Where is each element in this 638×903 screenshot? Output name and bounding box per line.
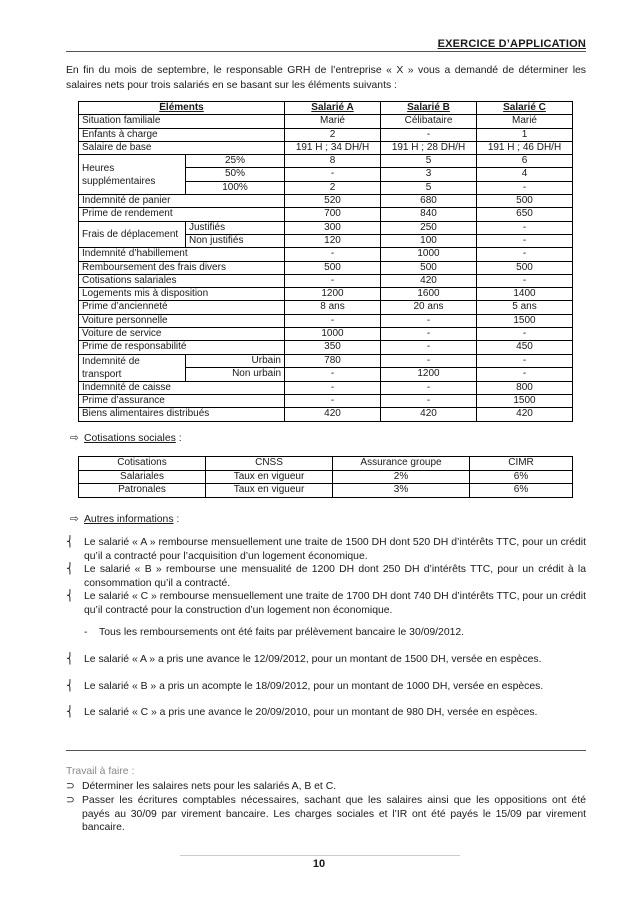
cell: Patronales bbox=[79, 484, 206, 498]
row-label: Logements mis à disposition bbox=[79, 288, 285, 301]
table-row bbox=[79, 314, 573, 327]
table-row bbox=[79, 394, 573, 407]
cell-c: - bbox=[477, 328, 573, 341]
cell-b: 680 bbox=[381, 195, 477, 208]
section-divider bbox=[66, 750, 586, 751]
cell: 6% bbox=[470, 484, 573, 498]
table-row bbox=[79, 141, 573, 154]
table-row bbox=[79, 115, 573, 128]
row-label: Enfants à charge bbox=[79, 128, 285, 141]
arrow-bullet-icon: ⊃ bbox=[66, 781, 75, 792]
bracket-bullet-icon: ⎨ bbox=[66, 537, 74, 548]
cell-b: Célibataire bbox=[381, 115, 477, 128]
autres-title: Autres informations bbox=[84, 514, 174, 525]
avance-text: Le salarié « A » a pris une avance le 12/09/2012, pour un montant de 1500 DH, versée en espèces. bbox=[84, 654, 542, 665]
cell-b: 100 bbox=[381, 234, 477, 247]
header-salarie-c: Salarié C bbox=[477, 102, 573, 115]
header-cell: Assurance groupe bbox=[333, 457, 470, 471]
header-divider bbox=[66, 51, 586, 52]
cell-a: 350 bbox=[285, 341, 381, 354]
cell-c: 1400 bbox=[477, 288, 573, 301]
cell-a: 780 bbox=[285, 354, 381, 368]
credit-text: Le salarié « C » rembourse mensuellement une traite de 1700 DH dont 740 DH d’intérêts TTC, pour un crédit qu’il contracté pour la construction d’un logement non économique. bbox=[84, 591, 586, 616]
table-row bbox=[79, 208, 573, 221]
elements-table bbox=[78, 101, 573, 422]
cotisations-section-label bbox=[70, 432, 182, 444]
cell-c: Marié bbox=[477, 115, 573, 128]
dash-bullet: - bbox=[84, 627, 100, 638]
table-row bbox=[79, 470, 573, 484]
cell-b: 20 ans bbox=[381, 301, 477, 314]
table-row bbox=[79, 341, 573, 354]
autres-title-suffix: : bbox=[173, 514, 180, 525]
cell-c: - bbox=[477, 234, 573, 247]
cell: Taux en vigueur bbox=[206, 470, 333, 484]
cotisations-title-suffix: : bbox=[175, 433, 182, 444]
cell-b: 5 bbox=[381, 155, 477, 168]
row-label: Biens alimentaires distribués bbox=[79, 408, 285, 421]
cell-c: 5 ans bbox=[477, 301, 573, 314]
cell-b: 420 bbox=[381, 274, 477, 287]
row-label: Voiture personnelle bbox=[79, 314, 285, 327]
cell: 6% bbox=[470, 470, 573, 484]
cell-b: 5 bbox=[381, 181, 477, 194]
cell: Taux en vigueur bbox=[206, 484, 333, 498]
task-item bbox=[66, 780, 586, 794]
cell-c: - bbox=[477, 181, 573, 194]
cell-a: 120 bbox=[285, 234, 381, 247]
avance-text: Le salarié « C » a pris une avance le 20/09/2010, pour un montant de 980 DH, versée en espèces. bbox=[84, 707, 538, 718]
row-label: Remboursement des frais divers bbox=[79, 261, 285, 274]
row-label: Prime d’assurance bbox=[79, 394, 285, 407]
cell-a: 8 ans bbox=[285, 301, 381, 314]
note-item bbox=[84, 627, 584, 638]
cell-b: - bbox=[381, 394, 477, 407]
header-cell: CNSS bbox=[206, 457, 333, 471]
cell-a: 191 H ; 34 DH/H bbox=[285, 141, 381, 154]
sub-label: 50% bbox=[186, 168, 285, 181]
cell-a: - bbox=[285, 394, 381, 407]
row-label: Heures supplémentaires bbox=[79, 155, 186, 195]
cell-a: - bbox=[285, 168, 381, 181]
row-label: Prime de responsabilité bbox=[79, 341, 285, 354]
cell-a: 700 bbox=[285, 208, 381, 221]
row-label: Indemnité de transport bbox=[79, 354, 186, 381]
header-elements: Éléments bbox=[79, 102, 285, 115]
header-salarie-b: Salarié B bbox=[381, 102, 477, 115]
cell-b: 3 bbox=[381, 168, 477, 181]
cotisations-table bbox=[78, 456, 573, 498]
task-item bbox=[66, 794, 586, 835]
table-row bbox=[79, 408, 573, 421]
cell-a: Marié bbox=[285, 115, 381, 128]
cell-c: 1500 bbox=[477, 314, 573, 327]
cell-a: - bbox=[285, 368, 381, 382]
cell-c: 420 bbox=[477, 408, 573, 421]
cell-c: 1 bbox=[477, 128, 573, 141]
cell-a: - bbox=[285, 274, 381, 287]
cell-b: - bbox=[381, 354, 477, 368]
cell-c: - bbox=[477, 221, 573, 234]
table-header-row bbox=[79, 457, 573, 471]
cell-b: 840 bbox=[381, 208, 477, 221]
table-row bbox=[79, 274, 573, 287]
header-cell: Cotisations bbox=[79, 457, 206, 471]
table-row bbox=[79, 195, 573, 208]
row-label: Voiture de service bbox=[79, 328, 285, 341]
cell-c: 650 bbox=[477, 208, 573, 221]
credit-text: Le salarié « A » rembourse mensuellement une traite de 1500 DH dont 520 DH d’intérêts TTC, pour un crédit qu’il a contracté pour l’acquisition d’un logement économique. bbox=[84, 537, 586, 562]
cell-b: - bbox=[381, 128, 477, 141]
list-item bbox=[66, 653, 586, 667]
row-label: Cotisations salariales bbox=[79, 274, 285, 287]
cell-b: 1200 bbox=[381, 368, 477, 382]
arrow-bullet-icon: ⊃ bbox=[66, 795, 75, 806]
row-label: Indemnité d’habillement bbox=[79, 248, 285, 261]
intro-paragraph: En fin du mois de septembre, le responsable GRH de l’entreprise « X » vous a demandé de déterminer les salaires nets pour trois salariés en se basant sur les éléments suivants : bbox=[66, 65, 586, 91]
sub-label: 100% bbox=[186, 181, 285, 194]
cell-c: - bbox=[477, 248, 573, 261]
cell-a: - bbox=[285, 381, 381, 394]
row-label: Prime de rendement bbox=[79, 208, 285, 221]
cell-c: - bbox=[477, 368, 573, 382]
table-row bbox=[79, 248, 573, 261]
list-item bbox=[66, 563, 586, 590]
cell-c: 450 bbox=[477, 341, 573, 354]
cell-a: 520 bbox=[285, 195, 381, 208]
cell-b: 420 bbox=[381, 408, 477, 421]
row-label: Prime d’ancienneté bbox=[79, 301, 285, 314]
cell: 3% bbox=[333, 484, 470, 498]
list-item bbox=[66, 680, 586, 694]
cell-b: 250 bbox=[381, 221, 477, 234]
sub-label: Urbain bbox=[186, 354, 285, 368]
row-label: Frais de déplacement bbox=[79, 221, 186, 248]
table-row bbox=[79, 261, 573, 274]
bracket-bullet-icon: ⎨ bbox=[66, 707, 74, 718]
row-label: Situation familiale bbox=[79, 115, 285, 128]
table-row bbox=[79, 288, 573, 301]
avance-text: Le salarié « B » a pris un acompte le 18/09/2012, pour un montant de 1000 DH, versée en espèces. bbox=[84, 681, 544, 692]
cell: Salariales bbox=[79, 470, 206, 484]
cell-b: 1600 bbox=[381, 288, 477, 301]
cell-a: 2 bbox=[285, 128, 381, 141]
list-item bbox=[66, 590, 586, 617]
table-row bbox=[79, 328, 573, 341]
cell-b: - bbox=[381, 381, 477, 394]
list-item bbox=[66, 706, 586, 720]
cell-b: - bbox=[381, 341, 477, 354]
sub-label: Non justifiés bbox=[186, 234, 285, 247]
sub-label: Non urbain bbox=[186, 368, 285, 382]
cell-c: - bbox=[477, 274, 573, 287]
cell-c: 800 bbox=[477, 381, 573, 394]
cell-b: 1000 bbox=[381, 248, 477, 261]
table-row bbox=[79, 381, 573, 394]
table-row bbox=[79, 301, 573, 314]
row-label: Indemnité de caisse bbox=[79, 381, 285, 394]
table-row bbox=[79, 155, 573, 168]
cell-c: 500 bbox=[477, 261, 573, 274]
cell-c: 1500 bbox=[477, 394, 573, 407]
arrow-icon: ⇨ bbox=[70, 514, 79, 525]
cell-a: - bbox=[285, 314, 381, 327]
task-text: Passer les écritures comptables nécessaires, sachant que les salaires ainsi que les oppositions ont été payés au 30/09 par virement bancaire. Les charges sociales et l’IR ont été payés le 15/09 par virement bancaire. bbox=[82, 795, 586, 833]
bracket-bullet-icon: ⎨ bbox=[66, 591, 74, 602]
cell-a: 8 bbox=[285, 155, 381, 168]
table-header-row bbox=[79, 102, 573, 115]
cell-b: - bbox=[381, 328, 477, 341]
cell-b: 500 bbox=[381, 261, 477, 274]
cotisations-title: Cotisations sociales bbox=[84, 433, 176, 444]
travail-title: Travail à faire : bbox=[66, 766, 135, 777]
cell-c: 6 bbox=[477, 155, 573, 168]
note-text: Tous les remboursements ont été faits par prélèvement bancaire le 30/09/2012. bbox=[99, 627, 465, 638]
cell-a: 1000 bbox=[285, 328, 381, 341]
arrow-icon: ⇨ bbox=[70, 433, 79, 444]
cell-a: 2 bbox=[285, 181, 381, 194]
row-label: Salaire de base bbox=[79, 141, 285, 154]
cell-c: 4 bbox=[477, 168, 573, 181]
header-salarie-a: Salarié A bbox=[285, 102, 381, 115]
footer-divider bbox=[180, 855, 460, 856]
cell-b: 191 H ; 28 DH/H bbox=[381, 141, 477, 154]
table-row bbox=[79, 354, 573, 368]
cell-a: - bbox=[285, 248, 381, 261]
page-header: EXERCICE D’APPLICATION bbox=[437, 38, 586, 50]
header-cell: CIMR bbox=[470, 457, 573, 471]
table-row bbox=[79, 221, 573, 234]
page-number: 10 bbox=[312, 858, 326, 870]
sub-label: 25% bbox=[186, 155, 285, 168]
cell-c: 500 bbox=[477, 195, 573, 208]
table-row bbox=[79, 128, 573, 141]
bracket-bullet-icon: ⎨ bbox=[66, 564, 74, 575]
bracket-bullet-icon: ⎨ bbox=[66, 654, 74, 665]
cell-a: 300 bbox=[285, 221, 381, 234]
list-item bbox=[66, 536, 586, 563]
task-text: Déterminer les salaires nets pour les salariés A, B et C. bbox=[82, 781, 337, 792]
cell-b: - bbox=[381, 314, 477, 327]
bracket-bullet-icon: ⎨ bbox=[66, 681, 74, 692]
cell-c: - bbox=[477, 354, 573, 368]
cell-a: 1200 bbox=[285, 288, 381, 301]
cell-a: 500 bbox=[285, 261, 381, 274]
credit-text: Le salarié « B » rembourse une mensualité de 1200 DH dont 250 DH d’intérêts TTC, pour un crédit à la consommation qu’il a contracté. bbox=[84, 564, 586, 589]
row-label: Indemnité de panier bbox=[79, 195, 285, 208]
cell: 2% bbox=[333, 470, 470, 484]
sub-label: Justifiés bbox=[186, 221, 285, 234]
table-row bbox=[79, 484, 573, 498]
cell-a: 420 bbox=[285, 408, 381, 421]
cell-c: 191 H ; 46 DH/H bbox=[477, 141, 573, 154]
autres-section-label bbox=[70, 513, 179, 525]
